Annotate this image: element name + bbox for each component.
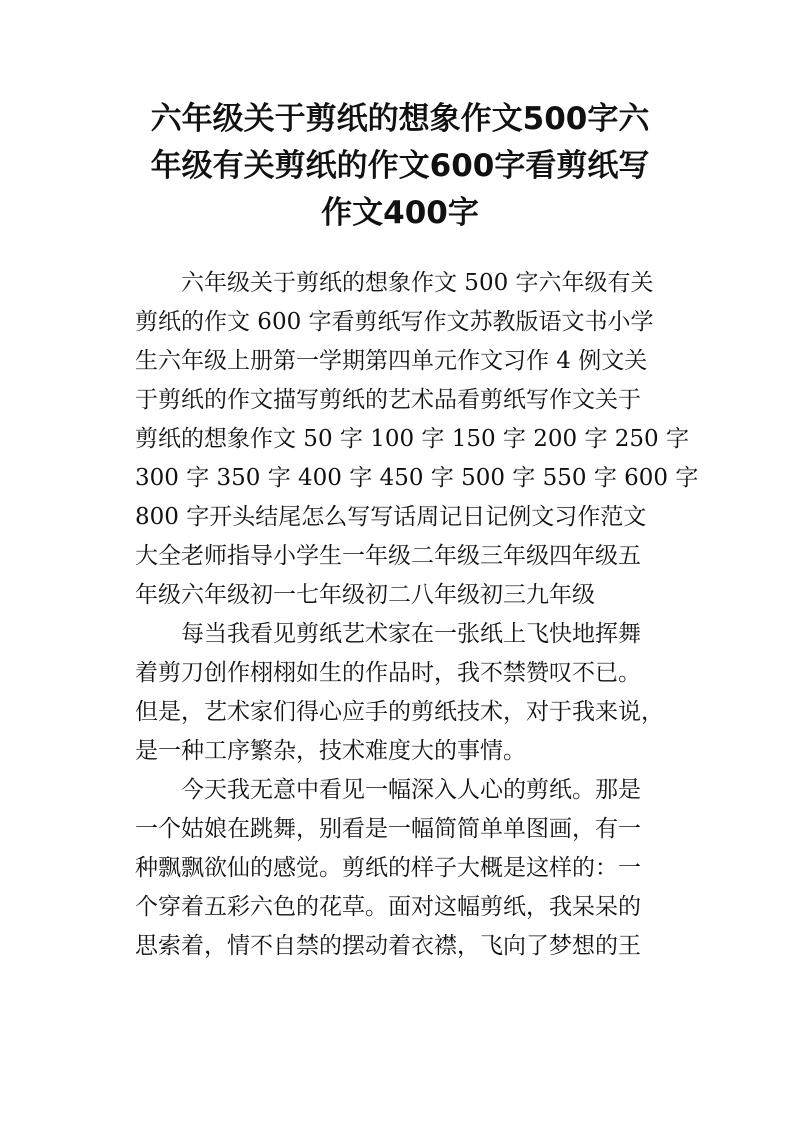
text-line: 每当我看见剪纸艺术家在一张纸上飞快地挥舞 — [181, 621, 641, 647]
text-line: 于剪纸的作文描写剪纸的艺术品看剪纸写作文关于 — [135, 387, 641, 413]
text-line: 大全老师指导小学生一年级二年级三年级四年级五 — [135, 543, 641, 569]
text-line: 是一种工序繁杂，技术难度大的事情。 — [135, 738, 526, 764]
title-line: 六年级关于剪纸的想象作文500字六 — [150, 101, 650, 137]
text-line: 种飘飘欲仙的感觉。剪纸的样子大概是这样的：一 — [135, 855, 641, 881]
text-line: 今天我无意中看见一幅深入人心的剪纸。那是 — [181, 777, 641, 803]
text-line: 但是，艺术家们得心应手的剪纸技术，对于我来说， — [135, 699, 664, 725]
text-line: 六年级关于剪纸的想象作文 500 字六年级有关 — [181, 270, 654, 296]
text-line: 年级六年级初一七年级初二八年级初三九年级 — [135, 582, 595, 608]
title-line: 年级有关剪纸的作文600字看剪纸写 — [150, 148, 650, 184]
document-title — [120, 96, 680, 237]
text-line: 思索着，情不自禁的摆动着衣襟，飞向了梦想的王 — [135, 933, 641, 959]
title-line: 作文400字 — [321, 195, 479, 231]
text-line: 个穿着五彩六色的花草。面对这幅剪纸，我呆呆的 — [135, 894, 641, 920]
text-line: 800 字开头结尾怎么写写话周记日记例文习作范文 — [135, 504, 647, 530]
text-line: 300 字 350 字 400 字 450 字 500 字 550 字 600 字 — [135, 465, 699, 491]
text-line: 一个姑娘在跳舞，别看是一幅简简单单图画，有一 — [135, 816, 641, 842]
text-line: 剪纸的想象作文 50 字 100 字 150 字 200 字 250 字 — [135, 426, 689, 452]
text-line: 着剪刀创作栩栩如生的作品时，我不禁赞叹不已。 — [135, 660, 641, 686]
text-line: 生六年级上册第一学期第四单元作文习作 4 例文关 — [135, 348, 648, 374]
text-line: 剪纸的作文 600 字看剪纸写作文苏教版语文书小学 — [135, 309, 654, 335]
